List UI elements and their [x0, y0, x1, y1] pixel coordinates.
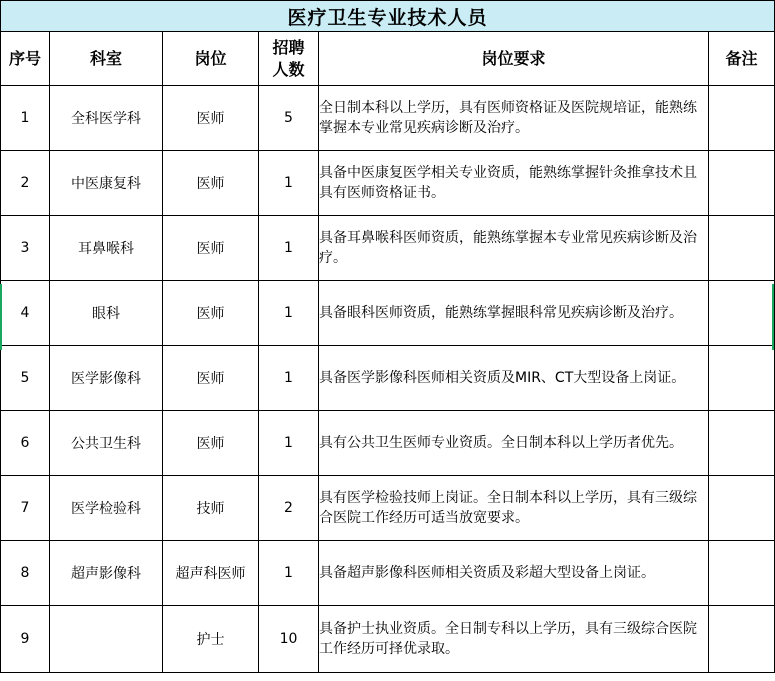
header-count-line2: 人数	[272, 59, 305, 79]
cell-requirements[interactable]: 具备医学影像科医师相关资质及MIR、CT大型设备上岗证。	[319, 346, 709, 411]
cell-remark[interactable]	[709, 346, 775, 411]
table-row	[1, 606, 775, 673]
cell-count[interactable]: 1	[259, 411, 319, 476]
table-row	[1, 86, 775, 151]
table-row	[1, 411, 775, 476]
header-count-line1: 招聘	[272, 37, 305, 57]
cell-remark[interactable]	[709, 606, 775, 673]
cell-requirements[interactable]: 具有医学检验技师上岗证。全日制本科以上学历，具有三级综合医院工作经历可适当放宽要求。	[319, 476, 709, 541]
cell-dept[interactable]: 超声影像科	[50, 541, 163, 606]
cell-dept[interactable]: 公共卫生科	[50, 411, 163, 476]
header-row	[1, 32, 775, 86]
cell-count[interactable]: 2	[259, 476, 319, 541]
cell-seq[interactable]: 5	[1, 346, 50, 411]
cell-position[interactable]: 医师	[163, 216, 259, 281]
cell-remark[interactable]	[709, 411, 775, 476]
cell-requirements[interactable]: 具备眼科医师资质，能熟练掌握眼科常见疾病诊断及治疗。	[319, 281, 709, 346]
cell-requirements[interactable]: 全日制本科以上学历，具有医师资格证及医院规培证，能熟练掌握本专业常见疾病诊断及治疗。	[319, 86, 709, 151]
cell-count[interactable]: 5	[259, 86, 319, 151]
cell-count[interactable]: 1	[259, 216, 319, 281]
table-title[interactable]: 医疗卫生专业技术人员	[1, 1, 775, 32]
cell-dept[interactable]: 眼科	[50, 281, 163, 346]
table-row	[1, 346, 775, 411]
cell-dept[interactable]: 医学检验科	[50, 476, 163, 541]
cell-count[interactable]: 1	[259, 151, 319, 216]
cell-position[interactable]: 护士	[163, 606, 259, 673]
cell-requirements[interactable]: 具备超声影像科医师相关资质及彩超大型设备上岗证。	[319, 541, 709, 606]
cell-position[interactable]: 医师	[163, 151, 259, 216]
cell-requirements[interactable]: 具有公共卫生医师专业资质。全日制本科以上学历者优先。	[319, 411, 709, 476]
cell-position[interactable]: 技师	[163, 476, 259, 541]
cell-remark[interactable]	[709, 86, 775, 151]
cell-requirements[interactable]: 具备中医康复医学相关专业资质，能熟练掌握针灸推拿技术且具有医师资格证书。	[319, 151, 709, 216]
cell-seq[interactable]: 9	[1, 606, 50, 673]
cell-dept[interactable]	[50, 606, 163, 673]
cell-dept[interactable]: 中医康复科	[50, 151, 163, 216]
cell-position[interactable]: 医师	[163, 281, 259, 346]
cell-position[interactable]: 医师	[163, 86, 259, 151]
cell-seq[interactable]: 7	[1, 476, 50, 541]
cell-position[interactable]: 超声科医师	[163, 541, 259, 606]
cell-dept[interactable]: 医学影像科	[50, 346, 163, 411]
cell-remark[interactable]	[709, 476, 775, 541]
header-remarks[interactable]: 备注	[709, 32, 775, 86]
cell-remark[interactable]	[709, 281, 775, 346]
cell-requirements[interactable]: 具备护士执业资质。全日制专科以上学历，具有三级综合医院工作经历可择优录取。	[319, 606, 709, 673]
cell-seq[interactable]: 4	[1, 281, 50, 346]
cell-count[interactable]: 1	[259, 346, 319, 411]
cell-count[interactable]: 10	[259, 606, 319, 673]
cell-count[interactable]: 1	[259, 541, 319, 606]
cell-remark[interactable]	[709, 216, 775, 281]
table-row	[1, 281, 775, 346]
cell-count[interactable]: 1	[259, 281, 319, 346]
header-count[interactable]	[259, 32, 319, 86]
table-row	[1, 541, 775, 606]
header-position[interactable]: 岗位	[163, 32, 259, 86]
cell-position[interactable]: 医师	[163, 346, 259, 411]
cell-seq[interactable]: 3	[1, 216, 50, 281]
cell-dept[interactable]: 耳鼻喉科	[50, 216, 163, 281]
cell-seq[interactable]: 1	[1, 86, 50, 151]
table-row	[1, 216, 775, 281]
table-row	[1, 476, 775, 541]
cell-requirements[interactable]: 具备耳鼻喉科医师资质，能熟练掌握本专业常见疾病诊断及治疗。	[319, 216, 709, 281]
cell-seq[interactable]: 6	[1, 411, 50, 476]
cell-dept[interactable]: 全科医学科	[50, 86, 163, 151]
cell-seq[interactable]: 8	[1, 541, 50, 606]
cell-position[interactable]: 医师	[163, 411, 259, 476]
header-dept[interactable]: 科室	[50, 32, 163, 86]
row-selection-edge-right	[772, 284, 774, 350]
header-seq[interactable]: 序号	[1, 32, 50, 86]
cell-remark[interactable]	[709, 151, 775, 216]
table-row	[1, 151, 775, 216]
row-selection-edge-left	[0, 284, 2, 350]
header-requirements[interactable]: 岗位要求	[319, 32, 709, 86]
cell-seq[interactable]: 2	[1, 151, 50, 216]
cell-remark[interactable]	[709, 541, 775, 606]
